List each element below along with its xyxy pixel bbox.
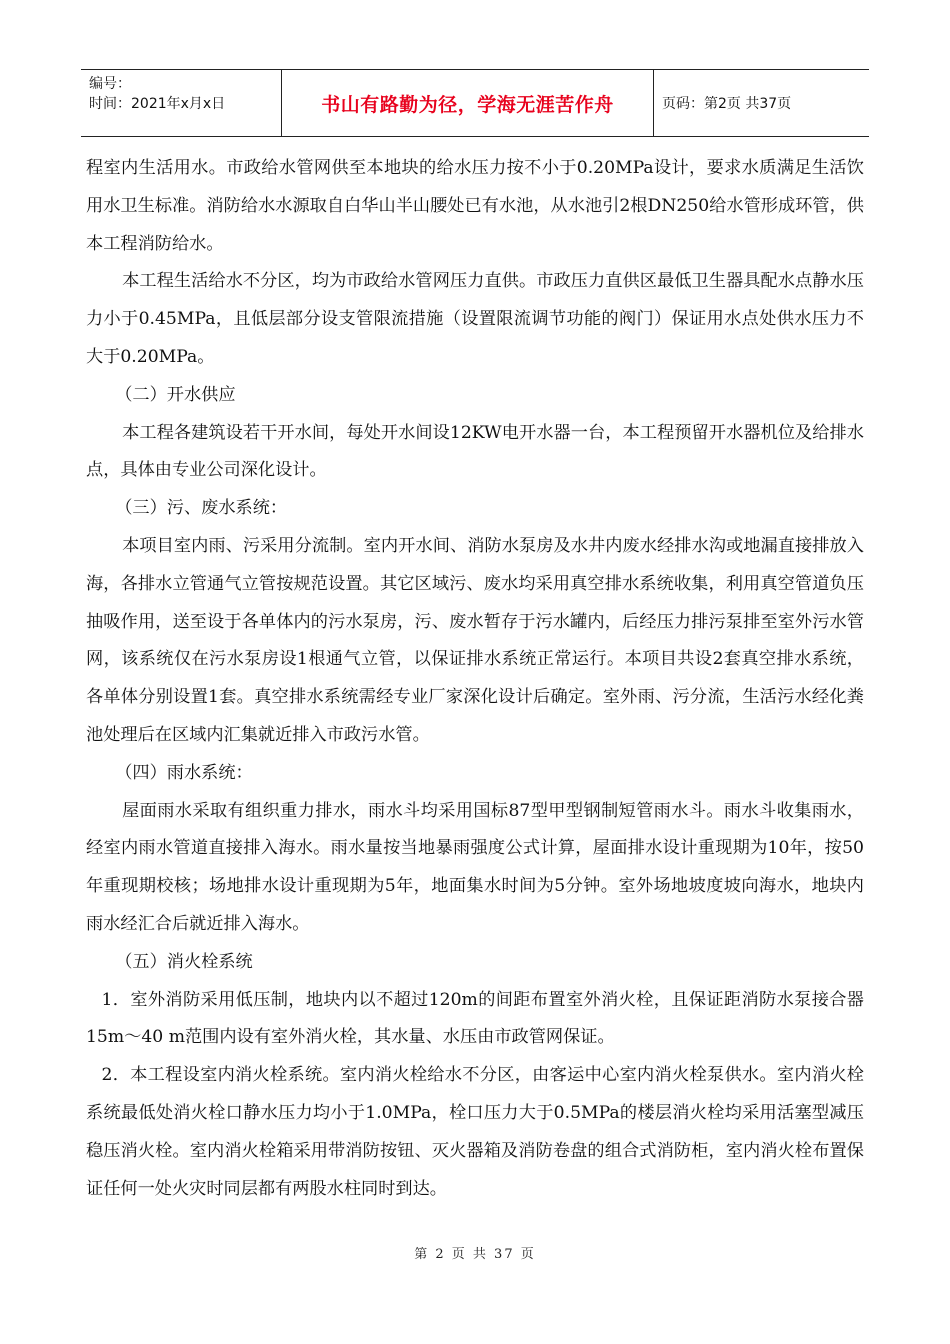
paragraph-indoor-hydrant: 2．本工程设室内消火栓系统。室内消火栓给水不分区，由客运中心室内消火栓泵供水。室内消火栓系统最低处消火栓口静水压力均小于1.0MPa，栓口压力大于0.5MPa的楼层消火栓均采用活塞型减压稳压消火栓。室内消火栓箱采用带消防按钮、灭火器箱及消防卷盘的组合式消防柜，室内消火栓布置保证任何一处火灾时同层都有两股水柱同时到达。	[86, 1065, 864, 1199]
paragraph-rainwater: 屋面雨水采取有组织重力排水，雨水斗均采用国标87型甲型钢制短管雨水斗。雨水斗收集雨水，经室内雨水管道直接排入海水。雨水量按当地暴雨强度公式计算，屋面排水设计重现期为10年，按50年重现期校核；场地排水设计重现期为5年，地面集水时间为5分钟。室外场地坡度坡向海水，地块内雨水经汇合后就近排入海水。	[86, 800, 864, 934]
paragraph-domestic-water: 本工程生活给水不分区，均为市政给水管网压力直供。市政压力直供区最低卫生器具配水点静水压力小于0.45MPa，且低层部分设支管限流措施（设置限流调节功能的阀门）保证用水点处供水压力不大于0.20MPa。	[86, 271, 864, 367]
page-header	[81, 69, 869, 137]
document-date: 时间：2021年x月x日	[89, 96, 226, 112]
header-meta	[81, 70, 282, 136]
section-heading-hydrant: （五）消火栓系统	[115, 951, 253, 972]
paragraph-boiled-water: 本工程各建筑设若干开水间，每处开水间设12KW电开水器一台，本工程预留开水器机位及给排水点，具体由专业公司深化设计。	[86, 422, 864, 481]
document-body	[86, 150, 864, 1208]
section-heading-sewage: （三）污、废水系统：	[115, 498, 288, 519]
document-number-label: 编号：	[89, 76, 131, 92]
paragraph-outdoor-hydrant: 1．室外消防采用低压制，地块内以不超过120m的间距布置室外消火栓，且保证距消防水泵接合器15m～40 m范围内设有室外消火栓，其水量、水压由市政管网保证。	[86, 989, 864, 1048]
section-heading-rainwater: （四）雨水系统：	[115, 762, 253, 783]
paragraph-water-supply-cont: 程室内生活用水。市政给水管网供至本地块的给水压力按不小于0.20MPa设计，要求水质满足生活饮用水卫生标准。消防给水水源取自白华山半山腰处已有水池，从水池引2根DN250给水管形成环管，供本工程消防给水。	[86, 158, 864, 254]
page-footer: 第 2 页 共 37 页	[414, 1247, 536, 1262]
paragraph-sewage: 本项目室内雨、污采用分流制。室内开水间、消防水泵房及水井内废水经排水沟或地漏直接排放入海，各排水立管通气立管按规范设置。其它区域污、废水均采用真空排水系统收集，利用真空管道负压抽吸作用，送至设于各单体内的污水泵房，污、废水暂存于污水罐内，后经压力排污泵排至室外污水管网，该系统仅在污水泵房设1根通气立管，以保证排水系统正常运行。本项目共设2套真空排水系统，各单体分别设置1套。真空排水系统需经专业厂家深化设计后确定。室外雨、污分流，生活污水经化粪池处理后在区域内汇集就近排入市政污水管。	[86, 535, 864, 745]
section-heading-boiled-water: （二）开水供应	[115, 384, 236, 405]
header-page-info: 页码：第2页 共37页	[662, 96, 792, 112]
header-motto: 书山有路勤为径，学海无涯苦作舟	[282, 70, 654, 136]
